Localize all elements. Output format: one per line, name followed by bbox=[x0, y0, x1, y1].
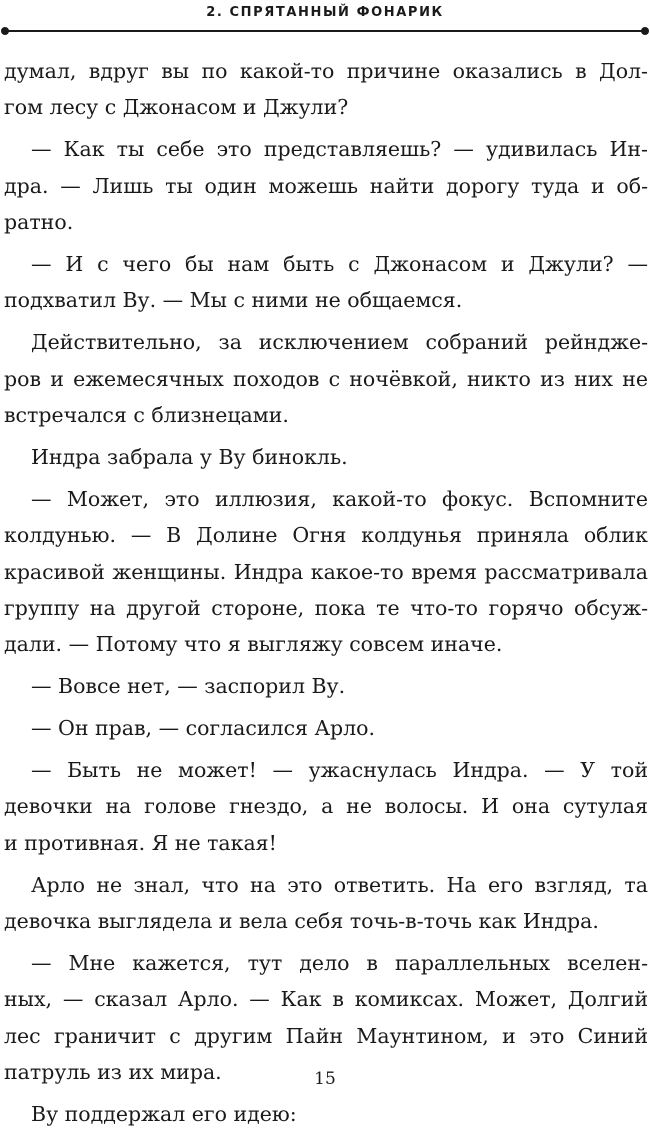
body-text bbox=[4, 53, 648, 1132]
text-line: патруль из их мира. bbox=[4, 1060, 222, 1085]
text-line: — И с чего бы нам быть с Джонасом и Джули? — bbox=[31, 251, 648, 276]
text-line: Действительно, за исключением собраний рейндже- bbox=[31, 330, 648, 355]
text-line: лес граничит с другим Пайн Маунтином, и это Синий bbox=[4, 1023, 648, 1048]
text-line: — Может, это иллюзия, какой-то фокус. Вспомните bbox=[31, 486, 648, 511]
text-line: — Мне кажется, тут дело в параллельных вселен- bbox=[31, 950, 648, 975]
text-line: — Быть не может! — ужаснулась Индра. — У той bbox=[31, 758, 648, 783]
text-line: Индра забрала у Ву бинокль. bbox=[31, 444, 348, 469]
text-line: думал, вдруг вы по какой-то причине оказались в Дол- bbox=[4, 59, 648, 83]
text-line: ратно. bbox=[4, 210, 74, 235]
running-head: 2. СПРЯТАННЫЙ ФОНАРИК bbox=[206, 5, 444, 20]
text-line: и противная. Я не такая! bbox=[4, 830, 277, 855]
text-line: дра. — Лишь ты один можешь найти дорогу туда и об- bbox=[4, 173, 648, 198]
text-line: — Он прав, — согласился Арло. bbox=[31, 716, 376, 741]
text-line: девочка выглядела и вела себя точь-в-точь как Индра. bbox=[4, 909, 599, 934]
text-line: девочки на голове гнездо, а не волосы. И она сутулая bbox=[4, 794, 648, 819]
rule-right-dot bbox=[641, 27, 649, 35]
text-line: — Вовсе нет, — заспорил Ву. bbox=[31, 674, 346, 699]
page-number: 15 bbox=[314, 1069, 336, 1089]
text-line: Ву поддержал его идею: bbox=[31, 1102, 297, 1127]
text-line: дали. — Потому что я выгляжу совсем иначе. bbox=[4, 632, 503, 657]
text-line: подхватил Ву. — Мы с ними не общаемся. bbox=[4, 288, 463, 313]
text-line: группу на другой стороне, пока те что-то горячо обсуж- bbox=[4, 595, 648, 620]
header-rule bbox=[6, 30, 644, 32]
text-line: гом лесу с Джонасом и Джули? bbox=[4, 95, 349, 120]
text-line: Арло не знал, что на это ответить. На его взгляд, та bbox=[31, 872, 648, 897]
text-line: красивой женщины. Индра какое-то время рассматривала bbox=[4, 559, 648, 584]
text-line: — Как ты себе это представляешь? — удивилась Ин- bbox=[31, 137, 648, 162]
text-line: встречался с близнецами. bbox=[4, 403, 289, 428]
text-line: колдунью. — В Долине Огня колдунья приняла облик bbox=[4, 523, 648, 548]
text-line: ных, — сказал Арло. — Как в комиксах. Может, Долгий bbox=[4, 987, 648, 1012]
text-line: ров и ежемесячных походов с ночёвкой, никто из них не bbox=[4, 366, 648, 391]
